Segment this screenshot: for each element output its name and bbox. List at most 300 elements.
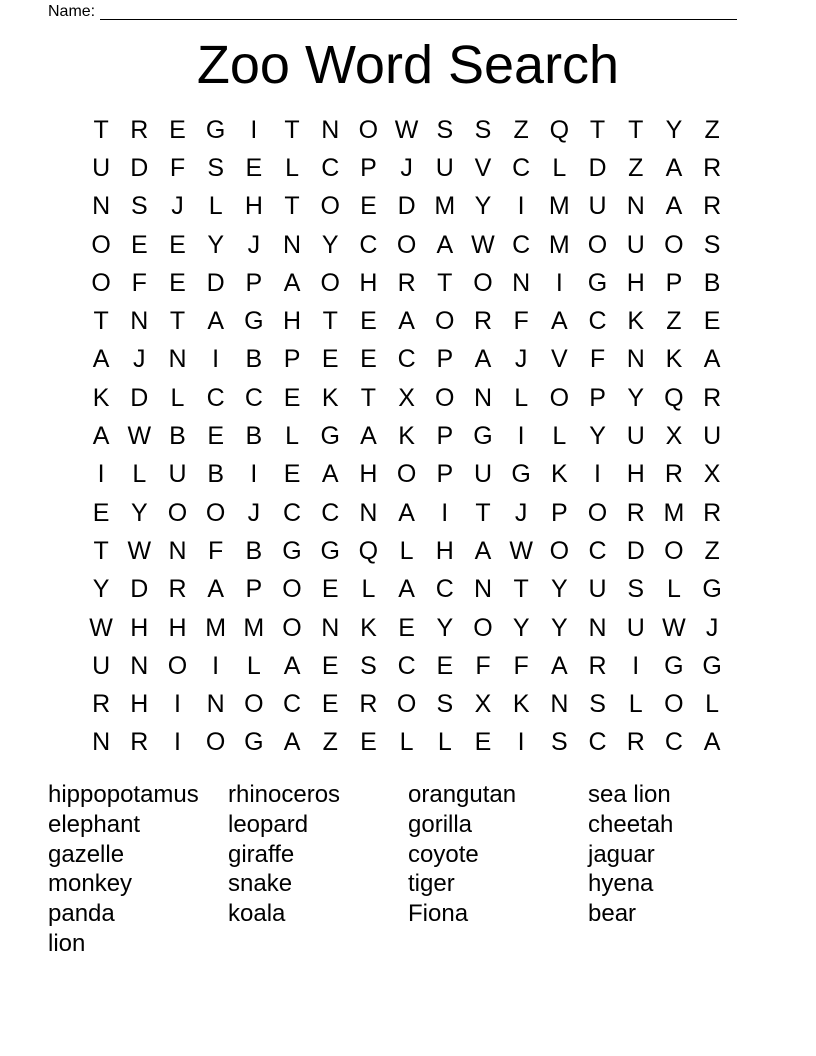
grid-letter: O bbox=[205, 498, 226, 527]
grid-letter: H bbox=[283, 307, 302, 336]
grid-letter: T bbox=[437, 268, 453, 297]
name-field bbox=[48, 0, 737, 20]
grid-letter: U bbox=[435, 153, 454, 182]
grid-letter: Z bbox=[704, 115, 720, 144]
grid-letter: G bbox=[205, 115, 226, 144]
grid-letter: S bbox=[360, 651, 377, 680]
grid-letter: S bbox=[207, 153, 224, 182]
grid-letter: Q bbox=[358, 536, 379, 565]
grid-letter: E bbox=[398, 613, 415, 642]
grid-letter: J bbox=[400, 153, 413, 182]
grid-letter: L bbox=[170, 383, 185, 412]
word-list-item: coyote bbox=[408, 840, 479, 868]
grid-letter: Y bbox=[321, 230, 339, 259]
grid-letter: A bbox=[703, 345, 721, 374]
grid-letter: C bbox=[588, 536, 607, 565]
grid-letter: L bbox=[552, 422, 567, 451]
grid-letter: R bbox=[703, 192, 722, 221]
grid-letter: C bbox=[359, 230, 378, 259]
grid-letter: E bbox=[245, 153, 263, 182]
grid-letter: K bbox=[627, 307, 645, 336]
grid-letter: J bbox=[514, 345, 528, 374]
page-title: Zoo Word Search bbox=[196, 35, 620, 95]
grid-letter: X bbox=[703, 460, 721, 489]
grid-letter: A bbox=[398, 498, 415, 527]
grid-letter: T bbox=[513, 575, 529, 604]
grid-letter: M bbox=[548, 192, 570, 221]
grid-letter: E bbox=[703, 307, 721, 336]
grid-letter: R bbox=[588, 651, 607, 680]
grid-letter: L bbox=[285, 153, 299, 182]
grid-letter: D bbox=[130, 153, 149, 182]
grid-letter: L bbox=[285, 422, 299, 451]
grid-letter: B bbox=[245, 345, 263, 374]
grid-letter: N bbox=[588, 613, 607, 642]
grid-letter: H bbox=[130, 613, 149, 642]
grid-letter: I bbox=[517, 192, 525, 221]
grid-letter: I bbox=[594, 460, 601, 489]
word-list-item: leopard bbox=[228, 810, 309, 838]
grid-letter: I bbox=[517, 422, 525, 451]
grid-letter: R bbox=[473, 307, 492, 336]
grid-letter: N bbox=[473, 383, 492, 412]
grid-letter: L bbox=[437, 728, 452, 757]
grid-letter: N bbox=[321, 115, 340, 144]
grid-letter: P bbox=[665, 268, 683, 297]
grid-letter: A bbox=[665, 192, 683, 221]
grid-letter: G bbox=[664, 651, 684, 680]
grid-letter: T bbox=[93, 536, 109, 565]
grid-letter: T bbox=[169, 307, 186, 336]
grid-letter: N bbox=[92, 728, 111, 757]
grid-letter: I bbox=[441, 498, 449, 527]
grid-letter: Z bbox=[322, 728, 338, 757]
grid-letter: T bbox=[284, 192, 300, 221]
grid-letter: N bbox=[626, 192, 645, 221]
grid-letter: A bbox=[283, 728, 301, 757]
grid-letter: D bbox=[588, 153, 607, 182]
word-list-item: gorilla bbox=[408, 810, 473, 838]
grid-letter: R bbox=[359, 690, 378, 719]
grid-letter: G bbox=[702, 651, 722, 680]
grid-letter: D bbox=[397, 192, 416, 221]
grid-letter: Q bbox=[549, 115, 570, 144]
grid-letter: Y bbox=[92, 575, 110, 604]
grid-letter: A bbox=[207, 307, 224, 336]
grid-letter: R bbox=[92, 690, 111, 719]
grid-letter: K bbox=[512, 690, 530, 719]
word-list-item: Fiona bbox=[408, 900, 469, 928]
grid-letter: O bbox=[396, 460, 417, 489]
grid-letter: Y bbox=[589, 422, 606, 451]
grid-letter: F bbox=[513, 651, 529, 680]
grid-letter: U bbox=[168, 460, 187, 489]
grid-letter: F bbox=[208, 536, 224, 565]
grid-letter: E bbox=[321, 345, 339, 374]
grid-letter: T bbox=[93, 307, 109, 336]
grid-letter: J bbox=[514, 498, 528, 527]
grid-letter: O bbox=[396, 230, 417, 259]
word-list-item: lion bbox=[48, 929, 86, 957]
grid-letter: R bbox=[626, 498, 645, 527]
grid-letter: J bbox=[133, 345, 146, 374]
grid-letter: E bbox=[169, 230, 186, 259]
grid-letter: O bbox=[282, 613, 302, 642]
word-list-item: rhinoceros bbox=[228, 781, 341, 808]
grid-letter: A bbox=[665, 153, 683, 182]
grid-letter: P bbox=[436, 460, 454, 489]
grid-letter: H bbox=[626, 268, 645, 297]
grid-letter: C bbox=[588, 307, 607, 336]
grid-letter: O bbox=[320, 192, 340, 221]
grid-letter: M bbox=[243, 613, 265, 642]
grid-letter: Y bbox=[130, 498, 148, 527]
grid-letter: T bbox=[322, 307, 338, 336]
grid-letter: O bbox=[664, 690, 684, 719]
grid-letter: G bbox=[473, 422, 493, 451]
grid-letter: V bbox=[474, 153, 492, 182]
grid-letter: A bbox=[321, 460, 339, 489]
grid-letter: L bbox=[399, 728, 414, 757]
grid-letter: Y bbox=[512, 613, 530, 642]
grid-letter: L bbox=[552, 153, 567, 182]
grid-letter: N bbox=[283, 230, 302, 259]
grid-letter: I bbox=[173, 690, 181, 719]
grid-letter: R bbox=[703, 153, 722, 182]
grid-letter: H bbox=[168, 613, 187, 642]
grid-letter: Z bbox=[704, 536, 720, 565]
grid-letter: O bbox=[473, 613, 493, 642]
grid-letter: B bbox=[169, 422, 186, 451]
grid-letter: L bbox=[666, 575, 681, 604]
grid-letter: E bbox=[169, 268, 186, 297]
grid-letter: C bbox=[512, 153, 531, 182]
grid-letter: N bbox=[550, 690, 569, 719]
grid-letter: R bbox=[703, 383, 722, 412]
name-label: Name: bbox=[48, 3, 96, 20]
word-list-item: hyena bbox=[588, 870, 654, 898]
grid-letter: D bbox=[130, 575, 149, 604]
grid-letter: L bbox=[705, 690, 720, 719]
grid-letter: I bbox=[632, 651, 640, 680]
grid-letter: S bbox=[627, 575, 645, 604]
grid-letter: U bbox=[588, 192, 607, 221]
grid-letter: K bbox=[360, 613, 377, 642]
grid-letter: C bbox=[588, 728, 607, 757]
grid-letter: F bbox=[589, 345, 606, 374]
grid-letter: Y bbox=[551, 613, 568, 642]
grid-letter: S bbox=[589, 690, 606, 719]
grid-letter: A bbox=[283, 651, 301, 680]
grid-letter: H bbox=[359, 268, 378, 297]
grid-letter: J bbox=[705, 613, 719, 642]
grid-letter: O bbox=[282, 575, 302, 604]
grid-letter: C bbox=[664, 728, 683, 757]
grid-letter: A bbox=[92, 345, 110, 374]
grid-letter: N bbox=[130, 307, 149, 336]
grid-letter: R bbox=[626, 728, 645, 757]
word-list-item: elephant bbox=[48, 810, 141, 838]
word-list-item: bear bbox=[588, 900, 637, 928]
grid-letter: Y bbox=[551, 575, 568, 604]
grid-letter: U bbox=[626, 230, 645, 259]
grid-letter: I bbox=[97, 460, 105, 489]
grid-letter: F bbox=[513, 307, 529, 336]
grid-letter: O bbox=[435, 307, 455, 336]
grid-letter: P bbox=[551, 498, 568, 527]
grid-letter: Y bbox=[665, 115, 683, 144]
grid-letter: A bbox=[474, 536, 492, 565]
grid-letter: N bbox=[168, 345, 187, 374]
grid-letter: G bbox=[244, 728, 264, 757]
grid-letter: W bbox=[471, 230, 495, 259]
grid-letter: O bbox=[167, 498, 188, 527]
grid-letter: O bbox=[396, 690, 417, 719]
grid-letter: H bbox=[130, 690, 149, 719]
grid-letter: A bbox=[551, 307, 568, 336]
grid-letter: B bbox=[245, 536, 263, 565]
grid-letter: A bbox=[398, 307, 415, 336]
grid-letter: L bbox=[361, 575, 376, 604]
grid-letter: Z bbox=[666, 307, 682, 336]
grid-letter: O bbox=[358, 115, 379, 144]
grid-letter: P bbox=[436, 345, 454, 374]
grid-letter: O bbox=[244, 690, 264, 719]
grid-letter: U bbox=[703, 422, 722, 451]
grid-letter: H bbox=[244, 192, 263, 221]
grid-letter: S bbox=[436, 115, 454, 144]
grid-letter: G bbox=[320, 536, 340, 565]
grid-letter: E bbox=[207, 422, 224, 451]
grid-letter: C bbox=[321, 153, 340, 182]
grid-letter: O bbox=[435, 383, 455, 412]
grid-letter: G bbox=[244, 307, 264, 336]
word-list-item: orangutan bbox=[408, 781, 517, 808]
word-list-item: jaguar bbox=[588, 840, 655, 868]
grid-letter: R bbox=[130, 115, 149, 144]
grid-letter: M bbox=[434, 192, 456, 221]
grid-letter: N bbox=[626, 345, 645, 374]
grid-letter: A bbox=[436, 230, 454, 259]
grid-letter: K bbox=[398, 422, 415, 451]
grid-letter: W bbox=[127, 536, 152, 565]
grid-letter: O bbox=[91, 230, 111, 259]
grid-letter: J bbox=[171, 192, 184, 221]
grid-letter: O bbox=[320, 268, 340, 297]
grid-letter: E bbox=[474, 728, 492, 757]
grid-letter: I bbox=[517, 728, 525, 757]
grid-letter: K bbox=[665, 345, 683, 374]
grid-letter: G bbox=[282, 536, 302, 565]
grid-letter: T bbox=[589, 115, 606, 144]
grid-letter: I bbox=[555, 268, 563, 297]
grid-letter: I bbox=[212, 345, 220, 374]
grid-letter: H bbox=[626, 460, 645, 489]
word-list-item: panda bbox=[48, 900, 115, 928]
grid-letter: J bbox=[247, 230, 261, 259]
grid-letter: E bbox=[360, 192, 377, 221]
grid-letter: R bbox=[168, 575, 187, 604]
grid-letter: I bbox=[212, 651, 220, 680]
letter-grid bbox=[82, 111, 731, 762]
grid-letter: E bbox=[321, 690, 339, 719]
grid-letter: N bbox=[359, 498, 378, 527]
grid-letter: E bbox=[436, 651, 454, 680]
grid-letter: K bbox=[321, 383, 339, 412]
grid-letter: P bbox=[283, 345, 301, 374]
grid-letter: C bbox=[321, 498, 340, 527]
grid-letter: Y bbox=[436, 613, 454, 642]
grid-letter: L bbox=[514, 383, 529, 412]
grid-letter: I bbox=[173, 728, 181, 757]
grid-letter: W bbox=[394, 115, 419, 144]
grid-letter: H bbox=[359, 460, 378, 489]
grid-letter: B bbox=[245, 422, 263, 451]
grid-letter: S bbox=[703, 230, 721, 259]
grid-letter: Q bbox=[664, 383, 684, 412]
grid-letter: O bbox=[167, 651, 188, 680]
grid-letter: P bbox=[436, 422, 454, 451]
grid-letter: E bbox=[283, 460, 301, 489]
grid-letter: B bbox=[703, 268, 721, 297]
grid-letter: A bbox=[703, 728, 721, 757]
grid-letter: P bbox=[360, 153, 377, 182]
grid-letter: D bbox=[130, 383, 149, 412]
grid-letter: C bbox=[206, 383, 225, 412]
grid-letter: M bbox=[663, 498, 685, 527]
grid-letter: B bbox=[207, 460, 224, 489]
word-list bbox=[48, 780, 768, 959]
grid-letter: C bbox=[435, 575, 454, 604]
grid-letter: E bbox=[130, 230, 148, 259]
grid-letter: S bbox=[130, 192, 148, 221]
name-blank-line bbox=[100, 4, 737, 20]
grid-letter: C bbox=[512, 230, 531, 259]
grid-letter: M bbox=[548, 230, 570, 259]
grid-letter: C bbox=[397, 345, 416, 374]
grid-letter: A bbox=[283, 268, 301, 297]
grid-letter: U bbox=[588, 575, 607, 604]
grid-letter: L bbox=[628, 690, 643, 719]
word-list-item: gazelle bbox=[48, 840, 125, 868]
grid-letter: P bbox=[589, 383, 606, 412]
grid-letter: Z bbox=[628, 153, 644, 182]
grid-letter: P bbox=[245, 575, 263, 604]
grid-letter: L bbox=[208, 192, 223, 221]
grid-letter: C bbox=[244, 383, 263, 412]
grid-letter: A bbox=[474, 345, 492, 374]
grid-letter: N bbox=[473, 575, 492, 604]
grid-letter: E bbox=[360, 728, 377, 757]
grid-letter: R bbox=[703, 498, 722, 527]
grid-letter: X bbox=[474, 690, 492, 719]
grid-letter: D bbox=[206, 268, 225, 297]
grid-letter: W bbox=[127, 422, 152, 451]
grid-letter: X bbox=[398, 383, 415, 412]
word-list-item: tiger bbox=[408, 870, 455, 898]
grid-letter: F bbox=[131, 268, 147, 297]
grid-letter: T bbox=[628, 115, 644, 144]
grid-letter: G bbox=[511, 460, 531, 489]
grid-letter: A bbox=[92, 422, 110, 451]
grid-letter: I bbox=[250, 115, 258, 144]
grid-letter: E bbox=[321, 651, 339, 680]
grid-letter: C bbox=[397, 651, 416, 680]
grid-letter: U bbox=[473, 460, 492, 489]
grid-letter: T bbox=[93, 115, 109, 144]
grid-letter: W bbox=[509, 536, 533, 565]
grid-letter: E bbox=[360, 307, 377, 336]
grid-letter: O bbox=[473, 268, 493, 297]
grid-letter: G bbox=[702, 575, 722, 604]
word-list-item: giraffe bbox=[228, 840, 295, 868]
grid-letter: O bbox=[664, 536, 684, 565]
grid-letter: U bbox=[626, 613, 645, 642]
grid-letter: O bbox=[664, 230, 684, 259]
grid-letter: U bbox=[92, 651, 111, 680]
grid-letter: H bbox=[435, 536, 454, 565]
grid-letter: S bbox=[474, 115, 492, 144]
grid-letter: Z bbox=[513, 115, 529, 144]
word-list-item: hippopotamus bbox=[48, 781, 199, 808]
grid-letter: R bbox=[664, 460, 683, 489]
grid-letter: A bbox=[551, 651, 568, 680]
grid-letter: E bbox=[169, 115, 186, 144]
grid-letter: R bbox=[397, 268, 416, 297]
grid-letter: E bbox=[92, 498, 110, 527]
grid-letter: T bbox=[360, 383, 377, 412]
word-list-item: sea lion bbox=[588, 781, 671, 808]
grid-letter: X bbox=[665, 422, 683, 451]
grid-letter: A bbox=[360, 422, 377, 451]
grid-letter: O bbox=[205, 728, 226, 757]
grid-letter: W bbox=[662, 613, 686, 642]
grid-letter: C bbox=[283, 690, 302, 719]
grid-letter: E bbox=[360, 345, 377, 374]
grid-letter: P bbox=[245, 268, 263, 297]
grid-letter: E bbox=[283, 383, 301, 412]
grid-letter: I bbox=[250, 460, 258, 489]
grid-letter: U bbox=[92, 153, 111, 182]
grid-letter: O bbox=[549, 536, 570, 565]
grid-letter: N bbox=[92, 192, 111, 221]
grid-letter: F bbox=[169, 153, 186, 182]
word-list-item: cheetah bbox=[588, 810, 674, 838]
word-list-item: koala bbox=[228, 900, 286, 928]
word-list-item: monkey bbox=[48, 870, 133, 898]
grid-letter: Y bbox=[627, 383, 645, 412]
grid-letter: O bbox=[549, 383, 570, 412]
grid-letter: N bbox=[206, 690, 225, 719]
grid-letter: N bbox=[321, 613, 340, 642]
grid-letter: E bbox=[321, 575, 339, 604]
grid-letter: J bbox=[247, 498, 261, 527]
grid-letter: N bbox=[130, 651, 149, 680]
grid-letter: O bbox=[587, 230, 608, 259]
grid-letter: L bbox=[132, 460, 147, 489]
grid-letter: K bbox=[551, 460, 568, 489]
grid-letter: M bbox=[205, 613, 227, 642]
grid-letter: A bbox=[207, 575, 224, 604]
grid-letter: C bbox=[283, 498, 302, 527]
grid-letter: O bbox=[91, 268, 111, 297]
grid-letter: S bbox=[551, 728, 568, 757]
grid-letter: S bbox=[436, 690, 454, 719]
grid-letter: K bbox=[92, 383, 110, 412]
grid-letter: N bbox=[168, 536, 187, 565]
grid-letter: G bbox=[320, 422, 340, 451]
word-list-item: snake bbox=[228, 870, 293, 898]
